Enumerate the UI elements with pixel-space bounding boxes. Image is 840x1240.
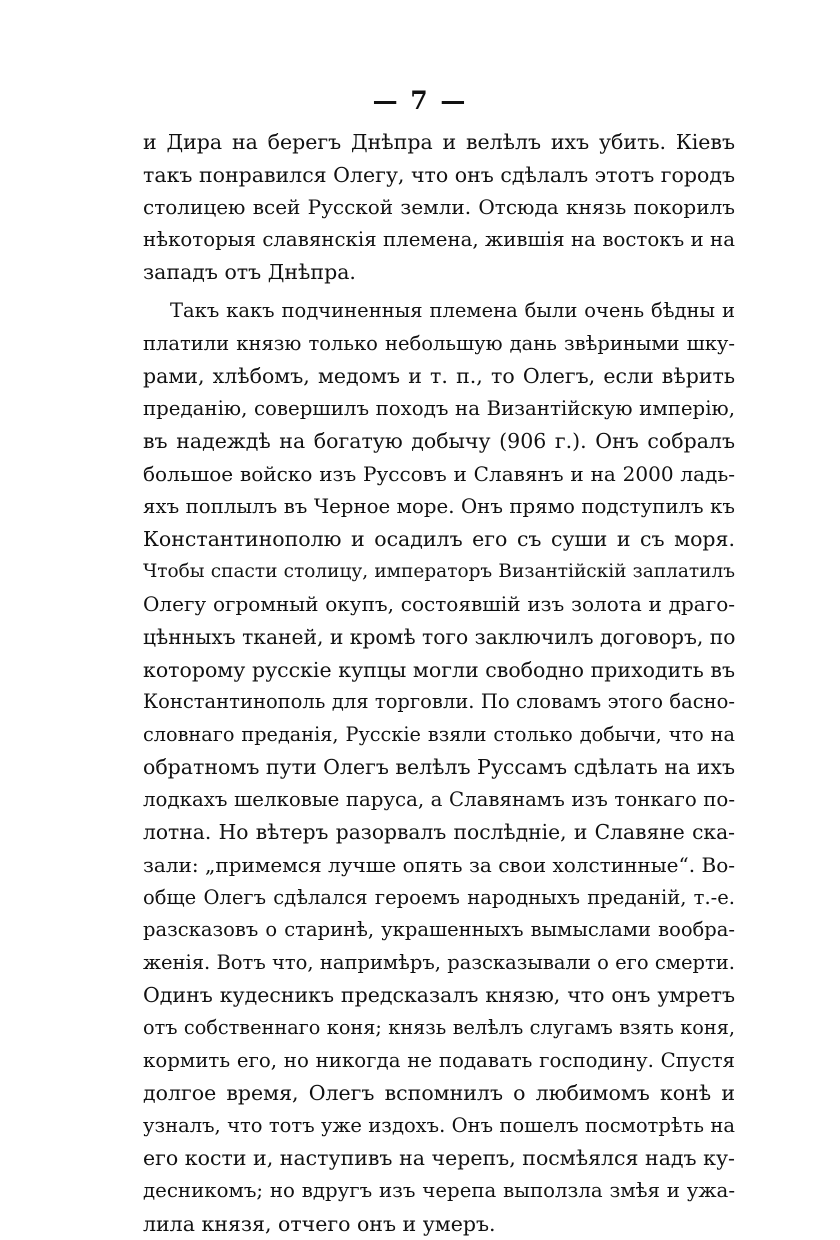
text-line: кормить его, но никогда не подавать господину. Спустя <box>143 1048 735 1072</box>
body-text <box>143 126 735 1240</box>
page-number: — 7 — <box>372 86 468 115</box>
paragraph-1 <box>143 126 735 289</box>
text-line: обратномъ пути Олегъ велѣлъ Руссамъ сдѣлать на ихъ <box>143 755 735 780</box>
text-line: Такъ какъ подчиненныя племена были очень бѣдны и <box>170 298 735 322</box>
text-line: разсказовъ о старинѣ, украшенныхъ вымыслами вообра- <box>143 918 735 942</box>
text-line: платили князю только небольшую дань звѣриными шку- <box>143 331 735 355</box>
text-line: западъ отъ Днѣпра. <box>143 260 356 285</box>
text-line: словнаго преданія, Русскіе взяли столько добычи, что на <box>143 722 735 746</box>
text-line: Чтобы спасти столицу, императоръ Византійскій заплатилъ <box>143 560 735 582</box>
text-line: женія. Вотъ что, напримѣръ, разсказывали о его смерти. <box>143 950 735 974</box>
text-line: которому русскіе купцы могли свободно приходить въ <box>143 657 735 682</box>
text-line: нѣкоторыя славянскія племена, жившія на востокъ и на <box>143 227 735 251</box>
text-line: лила князя, отчего онъ и умеръ. <box>143 1211 496 1236</box>
text-line: Константинополь для торговли. По словамъ этого басно- <box>143 690 735 714</box>
text-line: преданію, совершилъ походъ на Византійскую имперію, <box>143 396 735 420</box>
text-line: отъ собственнаго коня; князь велѣлъ слугамъ взять коня, <box>143 1016 735 1040</box>
text-line: въ надеждѣ на богатую добычу (906 г.). Онъ собралъ <box>143 429 735 454</box>
text-line: большое войско изъ Руссовъ и Славянъ и на 2000 ладь- <box>143 461 735 486</box>
text-line: Одинъ кудесникъ предсказалъ князю, что онъ умретъ <box>143 983 735 1008</box>
text-line: его кости и, наступивъ на черепъ, посмѣялся надъ ку- <box>143 1146 735 1171</box>
text-line: зали: „примемся лучше опять за свои холстинные“. Во- <box>143 853 735 878</box>
text-line: рами, хлѣбомъ, медомъ и т. п., то Олегъ, если вѣрить <box>143 364 735 389</box>
text-line: такъ понравился Олегу, что онъ сдѣлалъ этотъ городъ <box>143 162 735 187</box>
text-line: яхъ поплылъ въ Черное море. Онъ прямо подступилъ къ <box>143 494 735 518</box>
text-line: узналъ, что тотъ уже издохъ. Онъ пошелъ посмотрѣть на <box>143 1113 735 1137</box>
text-line: долгое время, Олегъ вспомнилъ о любимомъ конѣ и <box>143 1081 735 1106</box>
text-line: цѣнныхъ тканей, и кромѣ того заключилъ договоръ, по <box>143 624 736 649</box>
text-line: лотна. Но вѣтеръ разорвалъ послѣдніе, и Славяне ска- <box>143 820 735 845</box>
text-line: обще Олегъ сдѣлался героемъ народныхъ преданій, т.-е. <box>143 885 735 909</box>
paragraph-2 <box>143 295 735 1240</box>
text-line: Константинополю и осадилъ его съ суши и съ моря. <box>143 527 735 552</box>
text-line: и Дира на берегъ Днѣпра и велѣлъ ихъ убить. Кіевъ <box>143 130 735 154</box>
text-line: Олегу огромный окупъ, состоявшій изъ золота и драго- <box>143 592 735 617</box>
text-line: десникомъ; но вдругъ изъ черепа выползла змѣя и ужа- <box>143 1179 735 1202</box>
text-line: лодкахъ шелковые паруса, а Славянамъ изъ тонкаго по- <box>143 787 735 811</box>
text-line: столицею всей Русской земли. Отсюда князь покорилъ <box>143 195 735 220</box>
